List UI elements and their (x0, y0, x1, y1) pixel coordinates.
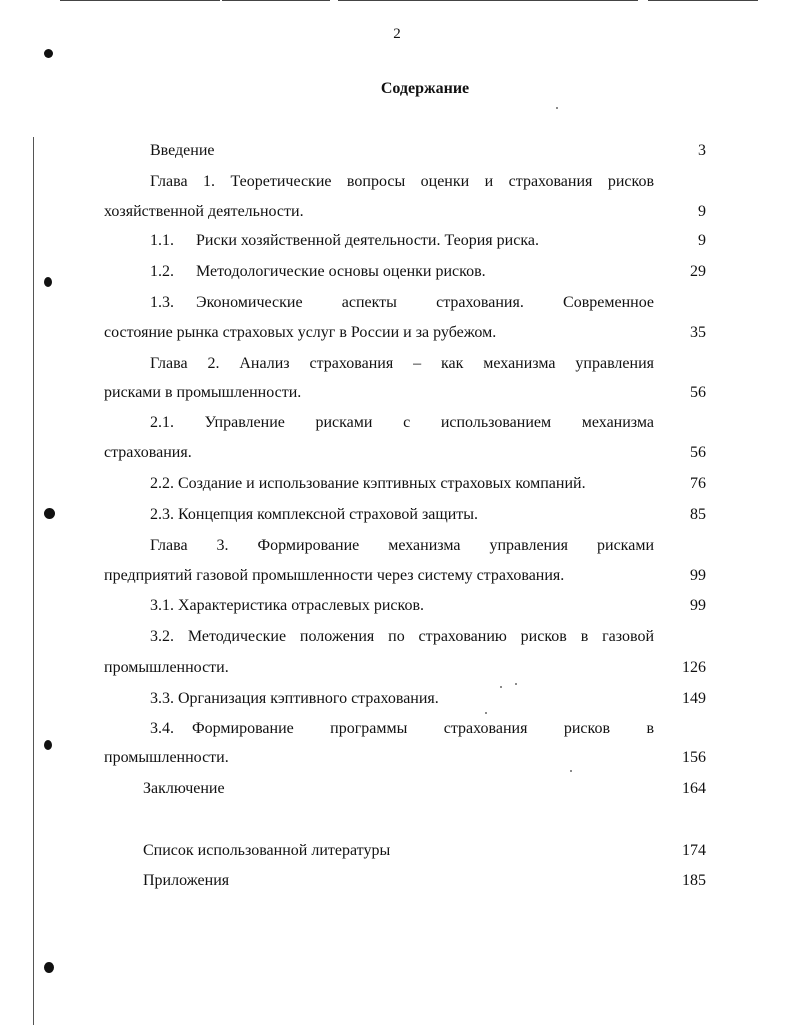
toc-entry-section-2-3[interactable]: 2.3. Концепция комплексной страховой защиты. (150, 506, 479, 523)
toc-page-number: 35 (690, 324, 706, 341)
scan-speck (556, 107, 558, 109)
toc-entry-chapter-2[interactable]: Глава 2. Анализ страхования – как механизма управления (150, 355, 654, 372)
scan-edge-line (338, 0, 638, 1)
punch-hole-mark (44, 508, 55, 519)
page-title: Содержание (380, 80, 470, 97)
punch-hole-mark (44, 740, 52, 750)
toc-page-number: 126 (682, 659, 706, 676)
toc-page-number: 185 (682, 872, 706, 889)
scan-speck (485, 712, 487, 714)
toc-entry-introduction[interactable]: Введение (150, 142, 215, 159)
toc-entry-section-1-3[interactable]: 1.3. Экономические аспекты страхования. Современное (150, 294, 654, 311)
toc-page-number: 29 (690, 263, 706, 280)
scan-margin-line (33, 137, 34, 1025)
scan-edge-line (648, 0, 758, 1)
toc-entry-chapter-3-cont[interactable]: предприятий газовой промышленности через систему страхования. (104, 567, 565, 584)
toc-page-number: 99 (690, 597, 706, 614)
toc-entry-section-2-1[interactable]: 2.1. Управление рисками с использованием механизма (150, 414, 654, 431)
scan-speck (515, 683, 517, 685)
punch-hole-mark (44, 962, 54, 973)
toc-page-number: 174 (682, 842, 706, 859)
toc-page-number: 9 (698, 203, 706, 220)
scan-edge-line (222, 0, 330, 1)
toc-page-number: 56 (690, 444, 706, 461)
toc-page-number: 85 (690, 506, 706, 523)
scan-edge-line (60, 0, 220, 1)
toc-entry-section-3-4[interactable]: 3.4. Формирование программы страхования рисков в (150, 720, 654, 737)
toc-page-number: 9 (698, 232, 706, 249)
toc-entry-appendices[interactable]: Приложения (143, 872, 230, 889)
toc-entry-section-1-2[interactable]: 1.2. Методологические основы оценки рисков. (150, 263, 486, 280)
toc-entry-conclusion[interactable]: Заключение (143, 780, 225, 797)
toc-page-number: 164 (682, 780, 706, 797)
toc-page-number: 99 (690, 567, 706, 584)
toc-entry-section-2-1-cont[interactable]: страхования. (104, 444, 192, 461)
toc-entry-bibliography[interactable]: Список использованной литературы (143, 842, 391, 859)
toc-entry-chapter-2-cont[interactable]: рисками в промышленности. (104, 384, 302, 401)
toc-page-number: 76 (690, 475, 706, 492)
toc-entry-section-3-2[interactable]: 3.2. Методические положения по страхованию рисков в газовой (150, 628, 654, 645)
toc-page-number: 56 (690, 384, 706, 401)
toc-entry-chapter-1-cont[interactable]: хозяйственной деятельности. (104, 203, 304, 220)
toc-entry-section-1-1[interactable]: 1.1. Риски хозяйственной деятельности. Теория риска. (150, 232, 539, 249)
toc-entry-section-3-4-cont[interactable]: промышленности. (104, 749, 229, 766)
toc-entry-section-1-3-cont[interactable]: состояние рынка страховых услуг в России и за рубежом. (104, 324, 497, 341)
toc-entry-chapter-1[interactable]: Глава 1. Теоретические вопросы оценки и страхования рисков (150, 173, 654, 190)
toc-page-number: 149 (682, 690, 706, 707)
toc-entry-section-3-3[interactable]: 3.3. Организация кэптивного страхования. (150, 690, 439, 707)
toc-entry-section-3-2-cont[interactable]: промышленности. (104, 659, 229, 676)
toc-page-number: 156 (682, 749, 706, 766)
page-number: 2 (393, 26, 401, 42)
punch-hole-mark (44, 277, 52, 287)
toc-entry-chapter-3[interactable]: Глава 3. Формирование механизма управления рисками (150, 537, 654, 554)
punch-hole-mark (44, 49, 53, 58)
toc-entry-section-3-1[interactable]: 3.1. Характеристика отраслевых рисков. (150, 597, 425, 614)
toc-entry-section-2-2[interactable]: 2.2. Создание и использование кэптивных страховых компаний. (150, 475, 586, 492)
scan-speck (570, 770, 572, 772)
toc-page-number: 3 (698, 142, 706, 159)
